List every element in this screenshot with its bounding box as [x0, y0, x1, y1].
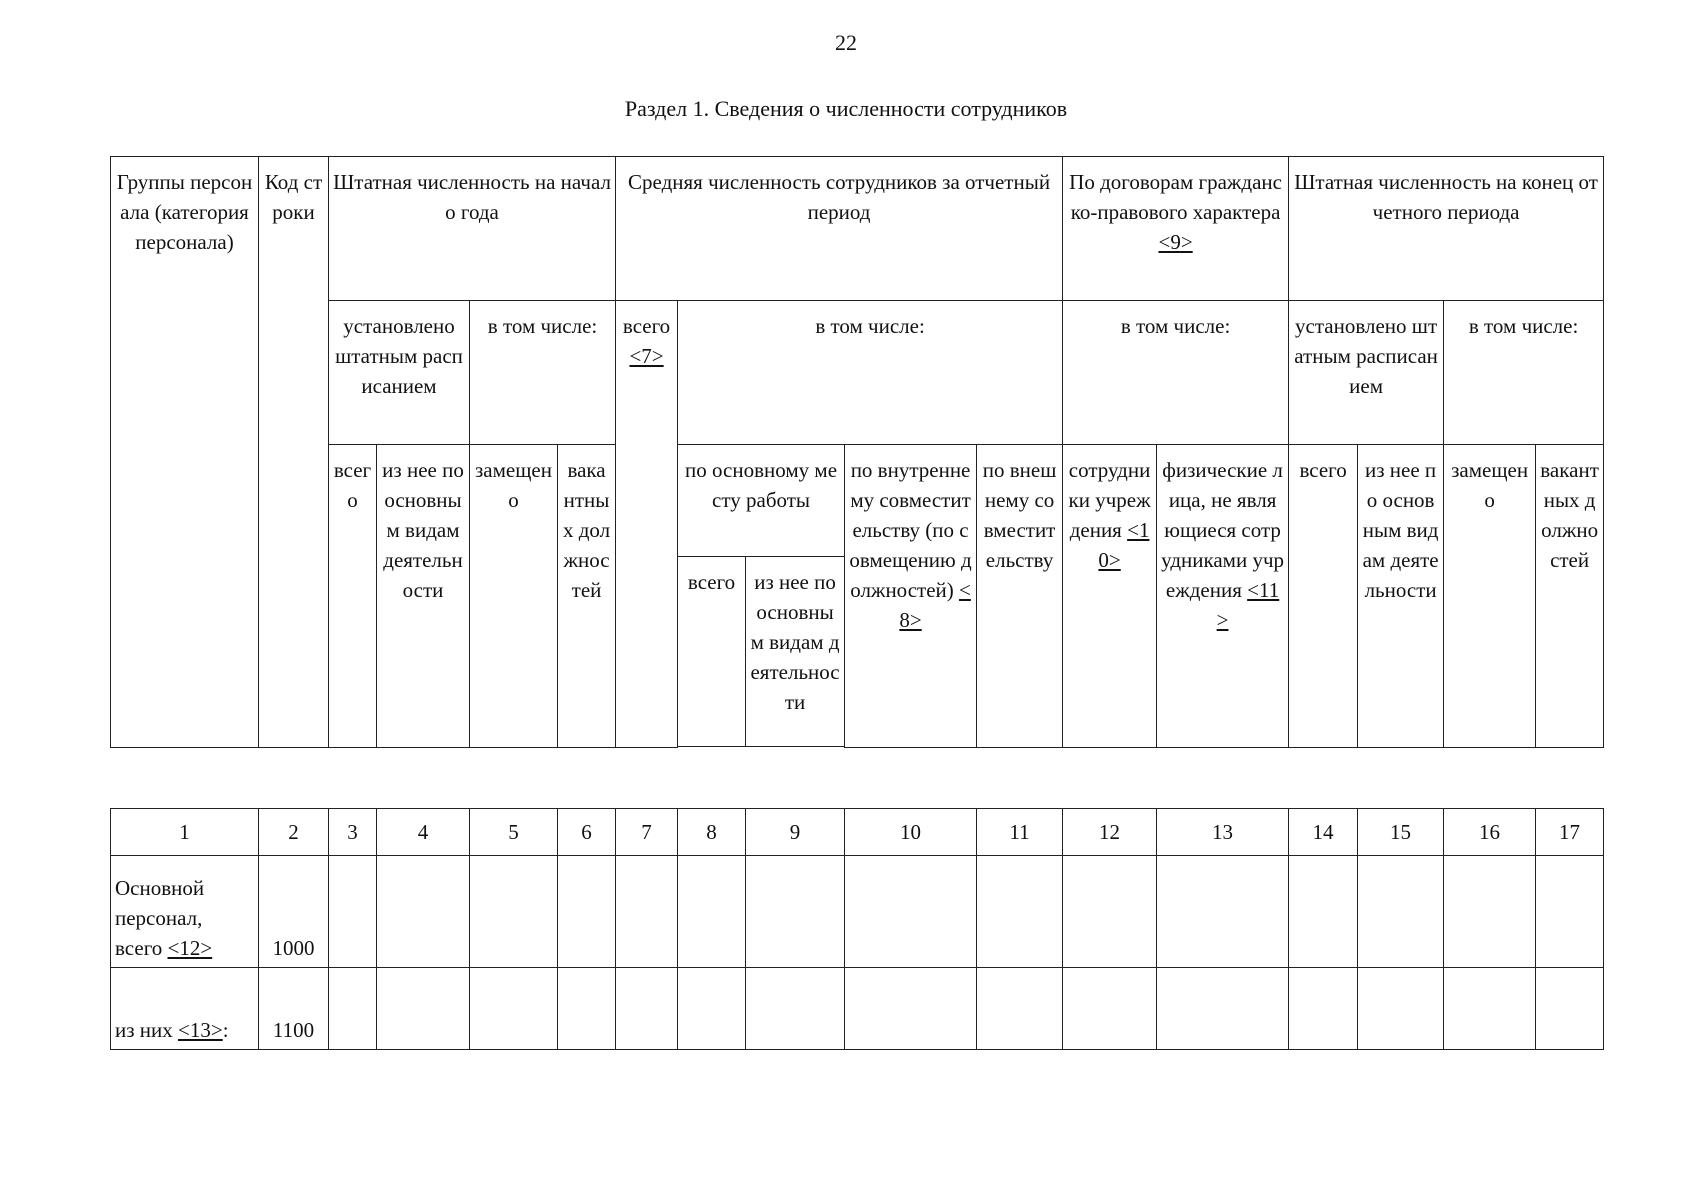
header-avg-total-text: всего	[622, 314, 671, 338]
cell[interactable]	[616, 856, 678, 968]
header-avg-incl: в том числе:	[678, 301, 1063, 445]
header-end-main: из нее по основным видам деятельности	[1358, 445, 1444, 748]
row-label-text: Основной персонал, всего	[115, 876, 205, 960]
header-staff-end: Штатная численность на конец отчетного периода	[1289, 157, 1604, 301]
header-individuals	[1157, 445, 1289, 748]
cell[interactable]	[746, 968, 845, 1050]
cell[interactable]	[1157, 856, 1289, 968]
cell[interactable]	[977, 968, 1063, 1050]
row-code: 1000	[259, 856, 329, 968]
header-code: Код строки	[259, 157, 329, 748]
cell[interactable]	[1358, 968, 1444, 1050]
column-number-row	[111, 809, 1604, 856]
cell[interactable]	[377, 856, 470, 968]
header-gph-text: По договорам гражданско-правового характера	[1069, 170, 1282, 224]
header-main-job: по основному месту работы	[678, 445, 845, 557]
header-end-vacant: вакантных должностей	[1536, 445, 1604, 748]
cell[interactable]	[845, 968, 977, 1050]
row-code: 1100	[259, 968, 329, 1050]
cell[interactable]	[977, 856, 1063, 968]
column-number: 3	[329, 809, 377, 856]
cell[interactable]	[329, 968, 377, 1050]
cell[interactable]	[1063, 856, 1157, 968]
header-end-total: всего	[1289, 445, 1358, 748]
column-number: 6	[558, 809, 616, 856]
footnote-ref-7: <7>	[629, 344, 664, 368]
cell[interactable]	[1444, 856, 1536, 968]
column-number: 12	[1063, 809, 1157, 856]
cell[interactable]	[1289, 856, 1358, 968]
footnote-ref-12: <12>	[167, 936, 213, 960]
cell[interactable]	[1157, 968, 1289, 1050]
header-start-main: из нее по основным видам деятельности	[377, 445, 470, 748]
header-groups: Группы персонала (категория персонала)	[111, 157, 259, 748]
header-gph-incl: в том числе:	[1063, 301, 1289, 445]
spacer	[678, 747, 845, 748]
column-number: 4	[377, 809, 470, 856]
footnote-ref-10: <10>	[1098, 518, 1150, 572]
header-staff-start: Штатная численность на начало года	[329, 157, 616, 301]
cell[interactable]	[470, 968, 558, 1050]
cell[interactable]	[377, 968, 470, 1050]
header-average: Средняя численность сотрудников за отчетный период	[616, 157, 1063, 301]
header-end-filled: замещено	[1444, 445, 1536, 748]
column-number: 10	[845, 809, 977, 856]
header-incl-end: в том числе:	[1444, 301, 1604, 445]
table-row	[111, 856, 1604, 968]
footnote-ref-8: <8>	[899, 578, 971, 632]
table-row	[111, 968, 1604, 1050]
cell[interactable]	[678, 856, 746, 968]
header-external: по внешнему совместительству	[977, 445, 1063, 748]
cell[interactable]	[678, 968, 746, 1050]
header-start-vacant: вакантных должностей	[558, 445, 616, 748]
header-main-main: из нее по основным видам деятельности	[746, 557, 845, 747]
cell[interactable]	[1444, 968, 1536, 1050]
footnote-ref-11: <11>	[1216, 578, 1280, 632]
header-internal	[845, 445, 977, 748]
cell[interactable]	[1358, 856, 1444, 968]
cell[interactable]	[558, 968, 616, 1050]
header-employees	[1063, 445, 1157, 748]
row-label	[111, 856, 259, 968]
column-number: 13	[1157, 809, 1289, 856]
column-number: 11	[977, 809, 1063, 856]
cell[interactable]	[845, 856, 977, 968]
cell[interactable]	[1536, 968, 1604, 1050]
column-number: 9	[746, 809, 845, 856]
cell[interactable]	[746, 856, 845, 968]
page-number: 22	[835, 30, 857, 55]
cell[interactable]	[470, 856, 558, 968]
header-avg-total	[616, 301, 678, 748]
header-main-total: всего	[678, 557, 746, 747]
column-number: 1	[111, 809, 259, 856]
header-internal-text: по внутреннему совместительству (по совмещению должностей)	[849, 458, 972, 602]
column-number: 14	[1289, 809, 1358, 856]
footnote-ref-9: <9>	[1158, 230, 1193, 254]
data-table	[110, 808, 1604, 1050]
row-label-suffix: :	[222, 1018, 229, 1042]
column-number: 8	[678, 809, 746, 856]
header-start-filled: замещено	[470, 445, 558, 748]
cell[interactable]	[1289, 968, 1358, 1050]
cell[interactable]	[616, 968, 678, 1050]
row-label-text: из них	[115, 1018, 179, 1042]
footnote-ref-13: <13>	[178, 1018, 223, 1042]
header-incl-start: в том числе:	[470, 301, 616, 445]
header-individuals-text: физические лица, не являющиеся сотрудниками учреждения	[1161, 458, 1285, 602]
section-title: Раздел 1. Сведения о численности сотрудников	[624, 96, 1068, 121]
header-established-start: установлено штатным расписанием	[329, 301, 470, 445]
header-gph	[1063, 157, 1289, 301]
column-number: 17	[1536, 809, 1604, 856]
header-established-end: установлено штатным расписанием	[1289, 301, 1444, 445]
row-label	[111, 968, 259, 1050]
header-start-total: всего	[329, 445, 377, 748]
cell[interactable]	[1063, 968, 1157, 1050]
column-number: 16	[1444, 809, 1536, 856]
header-employees-text: сотрудники учреждения	[1068, 458, 1151, 542]
cell[interactable]	[558, 856, 616, 968]
column-number: 2	[259, 809, 329, 856]
column-number: 7	[616, 809, 678, 856]
header-table	[110, 156, 1604, 748]
cell[interactable]	[1536, 856, 1604, 968]
column-number: 5	[470, 809, 558, 856]
cell[interactable]	[329, 856, 377, 968]
column-number: 15	[1358, 809, 1444, 856]
